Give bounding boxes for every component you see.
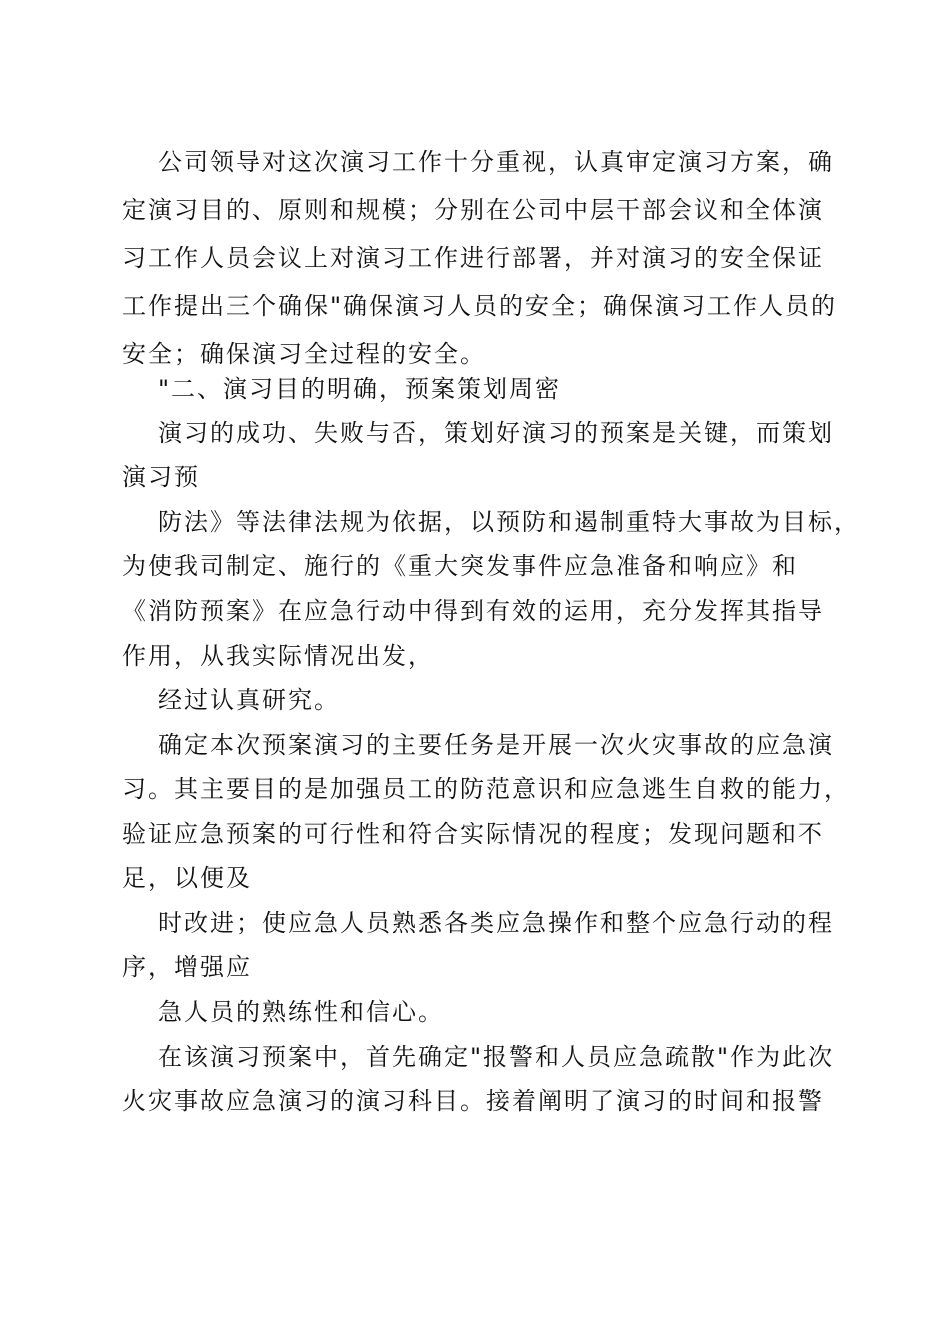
- text-line: 在该演习预案中，首先确定"报警和人员应急疏散"作为此次: [158, 1043, 835, 1071]
- text-line: 演习的成功、失败与否，策划好演习的预案是关键，而策划: [158, 419, 834, 447]
- text-line: 《消防预案》在应急行动中得到有效的运用，充分发挥其指导: [122, 597, 824, 625]
- text-line: 为使我司制定、施行的《重大突发事件应急准备和响应》和: [122, 552, 798, 580]
- text-line: 演习预: [122, 463, 200, 491]
- text-line: 序，增强应: [122, 953, 252, 981]
- text-line: 急人员的熟练性和信心。: [158, 998, 444, 1026]
- text-line: 安全；确保演习全过程的安全。: [122, 340, 486, 368]
- text-line: 习。其主要目的是加强员工的防范意识和应急逃生自救的能力，: [122, 775, 850, 803]
- text-line: 公司领导对这次演习工作十分重视，认真审定演习方案，确: [158, 148, 834, 176]
- text-line: 经过认真研究。: [158, 686, 340, 714]
- text-line: 工作提出三个确保"确保演习人员的安全；确保演习工作人员的: [122, 292, 838, 320]
- text-line: 习工作人员会议上对演习工作进行部署，并对演习的安全保证: [122, 244, 824, 272]
- text-line: 防法》等法律法规为依据，以预防和遏制重特大事故为目标，: [158, 508, 860, 536]
- text-line: 时改进；使应急人员熟悉各类应急操作和整个应急行动的程: [158, 909, 834, 937]
- text-line: 定演习目的、原则和规模；分别在公司中层干部会议和全体演: [122, 196, 824, 224]
- text-line: 确定本次预案演习的主要任务是开展一次火灾事故的应急演: [158, 731, 834, 759]
- section-heading: "二、演习目的明确，预案策划周密: [158, 375, 562, 403]
- text-line: 作用，从我实际情况出发，: [122, 642, 434, 670]
- text-line: 足，以便及: [122, 864, 252, 892]
- text-line: 火灾事故应急演习的演习科目。接着阐明了演习的时间和报警: [122, 1087, 824, 1115]
- text-line: 验证应急预案的可行性和符合实际情况的程度；发现问题和不: [122, 820, 824, 848]
